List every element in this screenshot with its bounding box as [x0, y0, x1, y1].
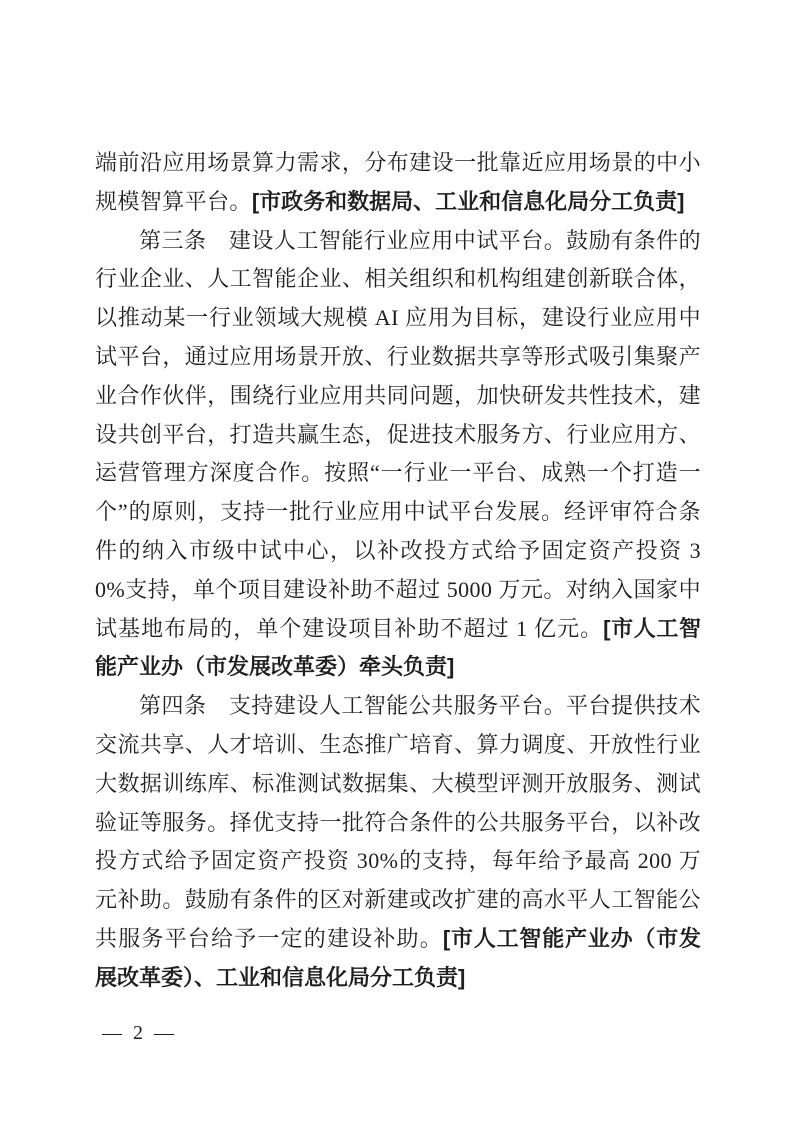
body-text: 端前沿应用场景算力需求，分布建设一批靠近应用场景的中小规模智算平台。	[95, 150, 701, 214]
responsibility-clause: [市政务和数据局、工业和信息化局分工负责]	[251, 188, 685, 214]
body-text: 第三条 建设人工智能行业应用中试平台。鼓励有条件的行业企业、人工智能企业、相关组织和机构组建创新联合体，以推动某一行业领域大规模 AI 应用为目标，建设行业应用中试平台，通过应用场景开放、行业数据共享等形式吸引集聚产业合作伙伴，围绕行业应用共同问题，加快研发共性技术，建设共创平台，打造共赢生态，促进技术服务方、行业应用方、运营管理方深度合作。按照“一行业一平台、成熟一个打造一个”的原则，支持一批行业应用中试平台发展。经评审符合条件的纳入市级中试中心，以补改投方式给予固定资产投资 30%支持，单个项目建设补助不超过 5000 万元。对纳入国家中试基地布局的，单个建设项目补助不超过 1 亿元。	[95, 227, 701, 641]
body-text: 第四条 支持建设人工智能公共服务平台。平台提供技术交流共享、人才培训、生态推广培育、算力调度、开放性行业大数据训练库、标准测试数据集、大模型评测开放服务、测试验证等服务。择优支持一批符合条件的公共服务平台，以补改投方式给予固定资产投资 30%的支持，每年给予最高 200 万元补助。鼓励有条件的区对新建或改扩建的高水平人工智能公共服务平台给予一定的建设补助。	[95, 693, 701, 951]
page-number: — 2 —	[102, 1022, 177, 1044]
responsibility-clause: [市人工智能产业办（市发展改革委）牵头负责]	[95, 615, 701, 680]
paragraph-article-3	[95, 222, 701, 688]
document-body	[95, 144, 701, 998]
paragraph-article-4	[95, 687, 701, 997]
responsibility-clause: [市人工智能产业办（市发展改革委）、工业和信息化局分工负责]	[95, 925, 701, 990]
paragraph-continuation	[95, 144, 701, 222]
